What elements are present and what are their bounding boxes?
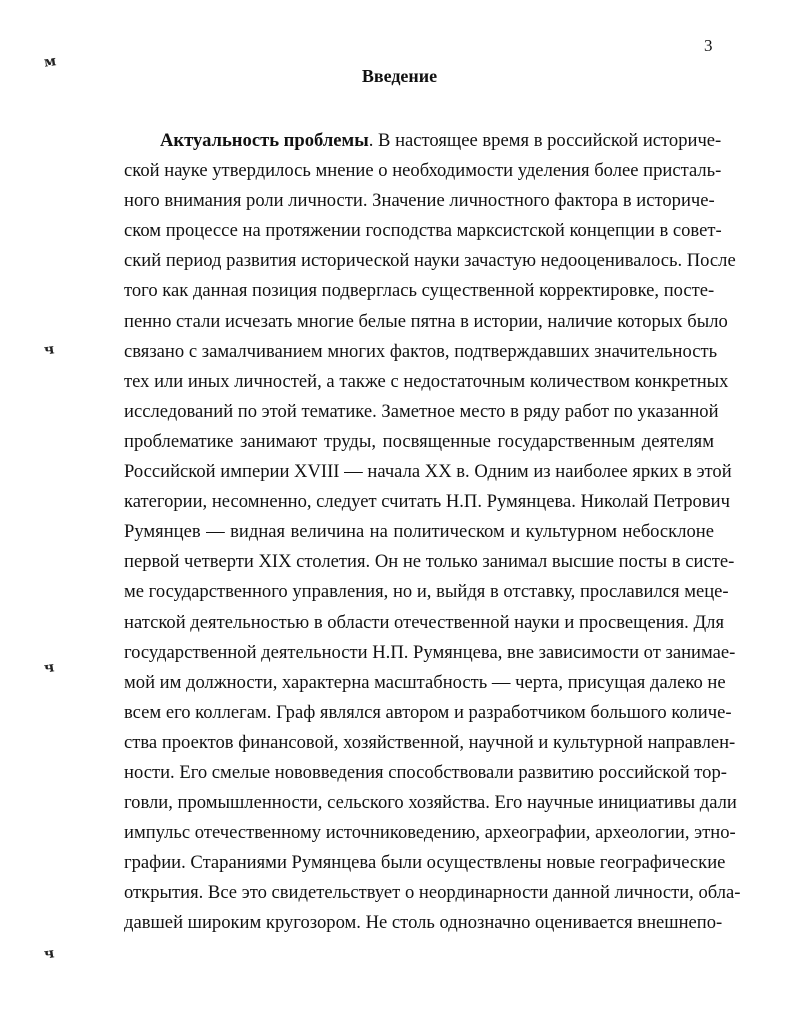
paragraph-line: категории, несомненно, следует считать Н.П. Румянцева. Николай Петрович: [124, 491, 730, 513]
paragraph-line: ский период развития исторической науки зачастую недооценивалось. После: [124, 250, 736, 272]
lead-phrase: Актуальность проблемы: [160, 130, 369, 151]
paragraph-line: мой им должности, характерна масштабность — черта, присущая далеко не: [124, 671, 726, 693]
paragraph-line: всем его коллегам. Граф являлся автором и разработчиком большого количе-: [124, 701, 732, 723]
paragraph-line: графии. Стараниями Румянцева были осуществлены новые географические: [124, 852, 726, 874]
page-number: 3: [704, 36, 713, 55]
paragraph-line: натской деятельностью в области отечественной науки и просвещения. Для: [124, 611, 724, 633]
paragraph-line: первой четверти XIX столетия. Он не только занимал высшие посты в систе-: [124, 551, 735, 573]
paragraph-line: ском процессе на протяжении господства марксистской концепции в совет-: [124, 220, 722, 242]
paragraph-line: давшей широким кругозором. Не столь однозначно оценивается внешнепо-: [124, 912, 723, 934]
margin-mark: м: [42, 53, 58, 71]
margin-mark: ч: [42, 659, 56, 677]
paragraph-line: открытия. Все это свидетельствует о неординарности данной личности, обла-: [124, 882, 741, 904]
paragraph-line: ности. Его смелые нововведения способствовали развитию российской тор-: [124, 761, 727, 783]
paragraph-line: проблематике занимают труды, посвященные государственным деятелям: [124, 430, 714, 452]
margin-mark: ч: [42, 945, 56, 963]
paragraph-line: государственной деятельности Н.П. Румянцева, вне зависимости от занимае-: [124, 641, 736, 663]
paragraph-line: говли, промышленности, сельского хозяйства. Его научные инициативы дали: [124, 792, 737, 814]
paragraph-line: импульс отечественному источниковедению, археографии, археологии, этно-: [124, 822, 736, 844]
paragraph-line: Российской империи XVIII — начала XX в. Одним из наиболее ярких в этой: [124, 461, 732, 483]
paragraph-line: [124, 126, 722, 156]
introduction-paragraph: [124, 126, 741, 939]
paragraph-line: связано с замалчиванием многих фактов, подтверждавших значительность: [124, 340, 718, 362]
paragraph-line: ного внимания роли личности. Значение личностного фактора в историче-: [124, 190, 715, 212]
paragraph-line: ской науке утвердилось мнение о необходимости уделения более присталь-: [124, 160, 722, 182]
paragraph-line: тех или иных личностей, а также с недостаточным количеством конкретных: [124, 370, 729, 392]
section-heading: Введение: [361, 66, 438, 86]
paragraph-line: исследований по этой тематике. Заметное место в ряду работ по указанной: [124, 400, 719, 422]
line-text: . В настоящее время в российской историче-: [368, 130, 722, 151]
paragraph-line: того как данная позиция подверглась существенной корректировке, посте-: [124, 280, 715, 302]
paragraph-line: Румянцев — видная величина на политическом и культурном небосклоне: [124, 521, 714, 543]
paragraph-line: пенно стали исчезать многие белые пятна в истории, наличие которых было: [124, 310, 728, 332]
paragraph-line: ме государственного управления, но и, выйдя в отставку, прославился меце-: [124, 581, 729, 603]
paragraph-line: ства проектов финансовой, хозяйственной, научной и культурной направлен-: [124, 731, 736, 753]
margin-mark: ч: [42, 341, 56, 359]
